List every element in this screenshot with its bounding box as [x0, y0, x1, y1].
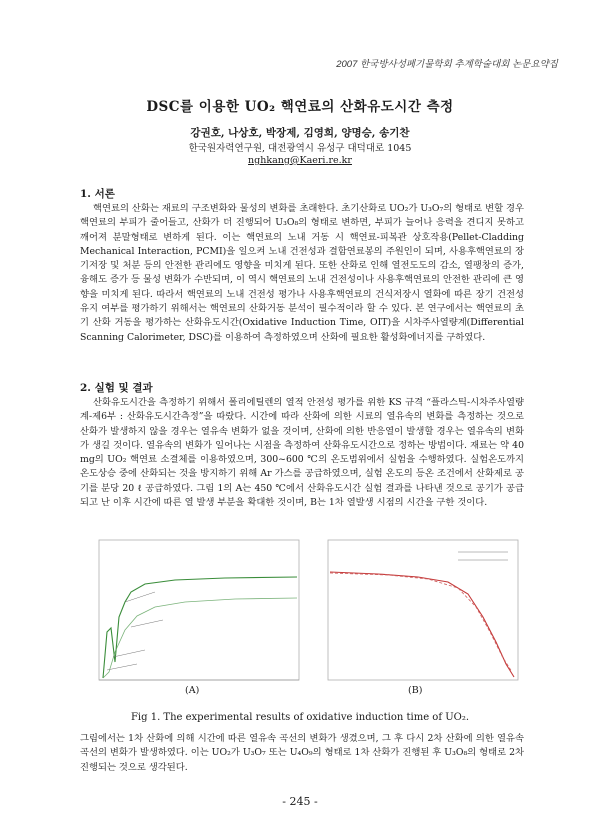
page-number: - 245 - — [282, 795, 318, 808]
figure-caption: Fig 1. The experimental results of oxidative induction time of UO₂. — [130, 712, 470, 723]
panel-a-label: (A) — [185, 685, 200, 696]
panel-b-label: (B) — [408, 685, 423, 696]
running-header: 2007 한국방사성폐기물학회 추계학술대회 논문요약집 — [336, 59, 558, 70]
author-list: 강권호, 나상호, 박장제, 김영희, 양명승, 송기찬 — [190, 127, 410, 139]
section-heading-introduction: 1. 서론 — [80, 188, 115, 200]
introduction-text: 핵연료의 산화는 재료의 구조변화와 물성의 변화를 초래한다. 초기산화로 UO₂가 U₃O₇의 형태로 변할 경우 핵연료의 부피가 줄어들고, 산화가 더 진행되어 U₃O₈의 형태로 변하면, 부피가 늘어나 응력을 견디지 못하고 깨어져 분말형태로 변하게 된다. 이는 핵연료의 노내 거동 시 핵연료-피복관 상호작용(Pellet-Cladding Mechanical Interaction, PCMI)을 일으켜 노내 건전성과 결함연료봉의 주원인이 되며, 사용후핵연료의 장기저장 및 처분 등의 안전한 관리에도 영향을 미치게 된다. 또한 산화로 인해 열전도도의 감소, 열팽창의 증가, 융해도 증가 등 물성 변화가 수반되며, 이 역시 핵연료의 노내 건전성이나 사용후핵연료의 안전한 관리에 큰 영향을 미치게 된다. 따라서 핵연료의 노내 건전성 평가나 사용후핵연료의 건식저장시 열화에 따른 장기 건전성 유지 여부를 평가하기 위해서는 핵연료의 산화거동 분석이 필수적이라 할 수 있다. 본 연구에서는 핵연료의 초기 산화 거동을 평가하는 산화유도시간(Oxidative Induction Time, OIT)을 시차주사열량계(Differential Scanning Calorimeter, DSC)를 이용하여 측정하였으며 산화에 필요한 활성화에너지를 구하였다. — [80, 203, 524, 343]
experiment-paragraph — [80, 396, 524, 510]
closing-paragraph — [80, 732, 524, 775]
introduction-paragraph — [80, 202, 524, 345]
figure-panel-b — [318, 532, 523, 712]
panel-b-plot — [318, 532, 523, 692]
paper-title: DSC를 이용한 UO₂ 핵연료의 산화유도시간 측정 — [146, 99, 454, 115]
contact-email[interactable]: nghkang@Kaeri.re.kr — [248, 155, 352, 166]
closing-text: 그림에서는 1차 산화에 의해 시간에 따른 열유속 곡선의 변화가 생겼으며, 그 후 다시 2차 산화에 의한 열유속 곡선의 변화가 발생하였다. 이는 UO₂가 U₃O₇ 또는 U₄O₉의 형태로 1차 산화가 진행된 후 U₃O₈의 형태로 2차 진행되는 것으로 생각된다. — [80, 733, 524, 773]
panel-a-plot — [85, 532, 305, 692]
section-heading-experiment: 2. 실험 및 결과 — [80, 382, 153, 394]
experiment-text: 산화유도시간을 측정하기 위해서 폴리에틸렌의 열적 안전성 평가를 위한 KS 규격 “플라스틱-시차주사열량계-제6부 : 산화유도시간측정”을 따랐다. 시간에 따라 산화에 의한 시료의 열유속의 변화를 측정하는 것으로 산화가 발생하지 않을 경우는 열유속 변화가 없을 것이며, 산화에 의한 반응열이 발생할 경우는 열유속의 변화가 생길 것이다. 열유속의 변화가 일어나는 시점을 측정하여 산화유도시간으로 정하는 방법이다. 재료는 약 40 mg의 UO₂ 핵연료 소결체를 이용하였으며, 300~600 ℃의 온도범위에서 실험을 수행하였다. 실험온도까지 온도상승 중에 산화되는 것을 방지하기 위해 Ar 가스를 공급하였으며, 실험 온도의 등온 조건에서 산화제로 공기를 분당 20 ℓ 공급하였다. 그림 1의 A는 450 ℃에서 산화유도시간 실험 결과를 나타낸 것으로 공기가 공급되고 난 이후 시간에 따른 열 발생 부분을 확대한 것이며, B는 1차 열발생 시점의 시간을 구한 것이다. — [80, 397, 524, 509]
affiliation: 한국원자력연구원, 대전광역시 유성구 대덕대로 1045 — [188, 143, 412, 154]
figure-panel-a — [85, 532, 305, 712]
